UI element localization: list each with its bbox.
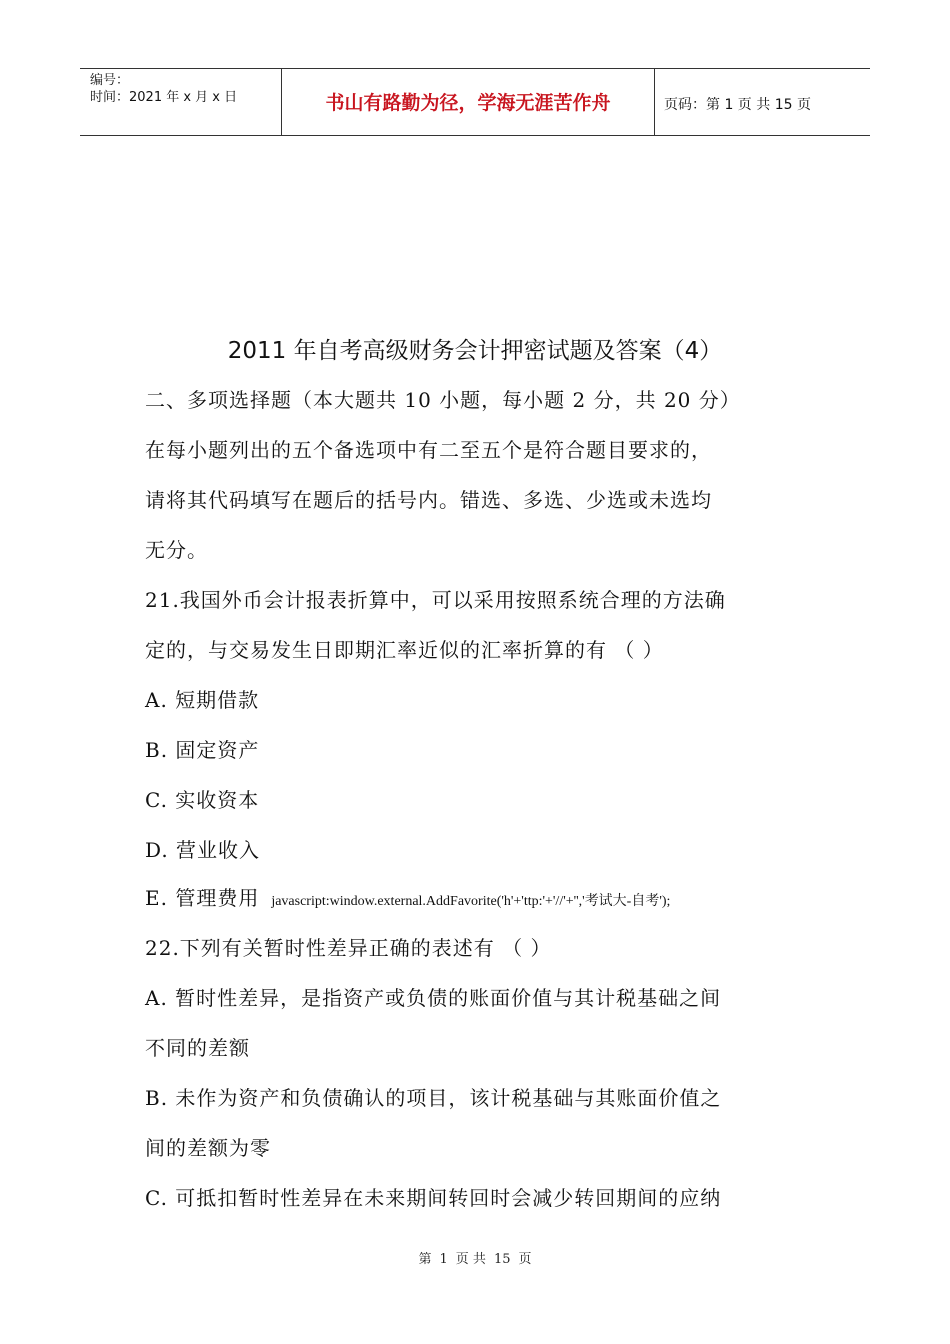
footer-prefix: 第 [418, 1252, 432, 1267]
document-title: 2011 年自考高级财务会计押密试题及答案（4） [227, 338, 723, 364]
footer-total-pages: 15 [493, 1252, 511, 1267]
instruction-line: 在每小题列出的五个备选项中有二至五个是符合题目要求的， [145, 438, 712, 462]
option-a: A. 短期借款 [145, 688, 260, 712]
instruction-line: 请将其代码填写在题后的括号内。错选、多选、少选或未选均 [145, 488, 712, 512]
instruction-line: 无分。 [145, 538, 208, 562]
js-snippet: javascript:window.external.AddFavorite('h'+'ttp:'+'//'+'','考试大-自考'); [271, 894, 671, 909]
header-divider-right [654, 68, 655, 136]
footer-page-number: 1 [439, 1252, 448, 1267]
header-time-label: 时间：2021 年 x 月 x 日 [90, 90, 238, 105]
option-c: C. 可抵扣暂时性差异在未来期间转回时会减少转回期间的应纳 [145, 1186, 722, 1210]
header-top-rule [80, 68, 870, 69]
option-a: A. 暂时性差异，是指资产或负债的账面价值与其计税基础之间 [145, 986, 722, 1010]
option-a-cont: 不同的差额 [145, 1036, 250, 1060]
header-page-info: 页码：第 1 页 共 15 页 [664, 97, 811, 113]
question-22-text: 22.下列有关暂时性差异正确的表述有 （ ） [145, 936, 552, 960]
option-b: B. 未作为资产和负债确认的项目，该计税基础与其账面价值之 [145, 1086, 722, 1110]
option-d: D. 营业收入 [145, 838, 261, 862]
header-bottom-rule [80, 135, 870, 136]
header-motto: 书山有路勤为径，学海无涯苦作舟 [325, 92, 611, 114]
footer-suffix: 页 [518, 1252, 532, 1267]
question-21-text: 21.我国外币会计报表折算中，可以采用按照系统合理的方法确 [145, 588, 726, 612]
footer-middle: 页 共 [455, 1252, 486, 1267]
option-e: E. 管理费用 [145, 886, 260, 910]
section-heading: 二、多项选择题（本大题共 10 小题，每小题 2 分，共 20 分） [145, 388, 741, 412]
option-b-cont: 间的差额为零 [145, 1136, 271, 1160]
question-21-text: 定的，与交易发生日即期汇率近似的汇率折算的有 （ ） [145, 638, 664, 662]
header-number-label: 编号： [90, 73, 130, 88]
option-e-line [145, 882, 670, 911]
header-meta [90, 72, 237, 106]
option-c: C. 实收资本 [145, 788, 260, 812]
option-b: B. 固定资产 [145, 738, 260, 762]
page-footer [0, 1248, 950, 1267]
